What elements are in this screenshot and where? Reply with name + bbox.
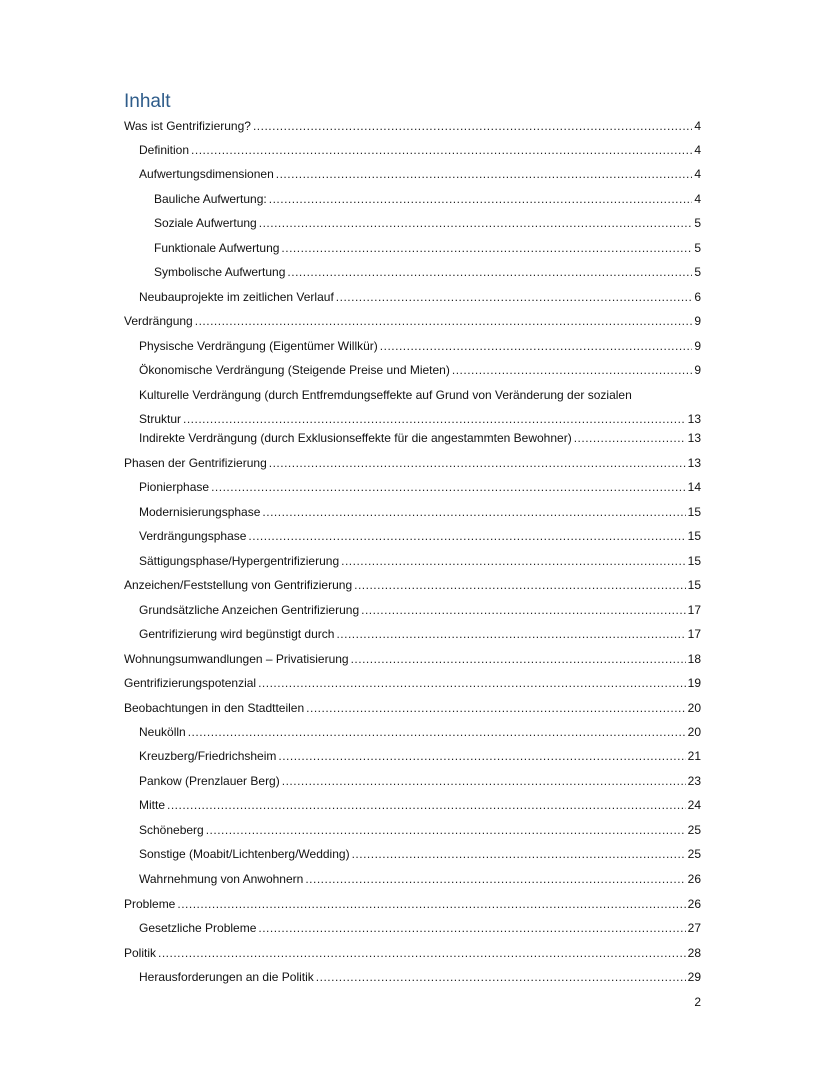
toc-entry[interactable] xyxy=(139,627,701,642)
toc-entry[interactable] xyxy=(139,970,701,985)
toc-entry-title: Neubauprojekte im zeitlichen Verlauf xyxy=(139,290,334,304)
dot-leader xyxy=(258,921,685,936)
toc-entry-title-continued: Struktur xyxy=(139,412,182,426)
toc-entry-page: 13 xyxy=(687,431,701,445)
toc-entry[interactable] xyxy=(139,529,701,544)
toc-entry-title: Wohnungsumwandlungen – Privatisierung xyxy=(124,652,349,666)
page-number: 2 xyxy=(694,995,701,1009)
toc-entry-page: 25 xyxy=(687,847,701,861)
toc-entry[interactable] xyxy=(139,290,701,305)
dot-leader xyxy=(262,505,685,520)
toc-entry-page: 24 xyxy=(687,798,701,812)
toc-entry-page: 5 xyxy=(694,265,701,279)
dot-leader xyxy=(195,314,693,329)
toc-entry-page: 18 xyxy=(687,652,701,666)
toc-entry[interactable] xyxy=(139,798,701,813)
toc-entry[interactable] xyxy=(139,872,701,887)
toc-entry[interactable] xyxy=(154,192,701,207)
toc-entry[interactable] xyxy=(154,265,701,280)
toc-entry-title: Politik xyxy=(124,946,157,960)
toc-entry[interactable] xyxy=(139,725,701,740)
dot-leader xyxy=(316,970,686,985)
toc-entry-page: 15 xyxy=(687,554,701,568)
toc-entry-title: Soziale Aufwertung xyxy=(154,216,257,230)
toc-entry-title: Gesetzliche Probleme xyxy=(139,921,257,935)
toc-entry-page: 14 xyxy=(687,480,701,494)
dot-leader xyxy=(188,725,686,740)
dot-leader xyxy=(276,167,693,182)
toc-entry-page: 19 xyxy=(687,676,701,690)
toc-entry-page: 28 xyxy=(687,946,701,960)
toc-entry-title: Mitte xyxy=(139,798,166,812)
toc-entry[interactable] xyxy=(124,946,701,961)
toc-entry[interactable] xyxy=(139,143,701,158)
toc-entry-page: 17 xyxy=(687,627,701,641)
toc-entry-title: Gentrifizierungspotenzial xyxy=(124,676,257,690)
dot-leader xyxy=(177,897,685,912)
toc-entry-title: Grundsätzliche Anzeichen Gentrifizierung xyxy=(139,603,360,617)
toc-entry[interactable] xyxy=(139,749,701,764)
toc-entry-title: Modernisierungsphase xyxy=(139,505,261,519)
toc-entry-title: Herausforderungen an die Politik xyxy=(139,970,314,984)
toc-entry-page: 26 xyxy=(687,897,701,911)
toc-entry-title: Pionierphase xyxy=(139,480,210,494)
toc-entry-page: 27 xyxy=(687,921,701,935)
toc-entry[interactable] xyxy=(124,119,701,134)
toc-entry[interactable] xyxy=(139,847,701,862)
toc-entry[interactable] xyxy=(154,241,701,256)
toc-entry-title: Definition xyxy=(139,143,190,157)
dot-leader xyxy=(269,192,693,207)
toc-entry[interactable] xyxy=(139,480,701,495)
toc-entry-page: 13 xyxy=(687,456,701,470)
toc-entry[interactable] xyxy=(124,456,701,471)
dot-leader xyxy=(336,290,693,305)
toc-entry[interactable] xyxy=(139,505,701,520)
dot-leader xyxy=(282,774,686,789)
toc-entry-title: Beobachtungen in den Stadtteilen xyxy=(124,701,305,715)
toc-entry-page: 15 xyxy=(687,505,701,519)
toc-entry-page: 4 xyxy=(694,167,701,181)
toc-entry-title: Was ist Gentrifizierung? xyxy=(124,119,251,133)
toc-entry-title: Kulturelle Verdrängung (durch Entfremdungseffekte auf Grund von Veränderung der sozialen xyxy=(139,388,632,402)
toc-entry[interactable] xyxy=(139,603,701,618)
toc-entry-page: 5 xyxy=(694,216,701,230)
dot-leader xyxy=(258,676,686,691)
toc-entry-title: Phasen der Gentrifizierung xyxy=(124,456,267,470)
dot-leader xyxy=(306,701,685,716)
dot-leader xyxy=(167,798,686,813)
toc-entry[interactable] xyxy=(154,216,701,231)
dot-leader xyxy=(305,872,685,887)
toc-entry-title: Verdrängungsphase xyxy=(139,529,247,543)
toc-entry-title: Kreuzberg/Friedrichsheim xyxy=(139,749,277,763)
dot-leader xyxy=(253,119,692,134)
toc-entry-page: 25 xyxy=(687,823,701,837)
toc-entry[interactable] xyxy=(139,388,701,427)
dot-leader xyxy=(351,652,686,667)
dot-leader xyxy=(211,480,686,495)
toc-entry-title: Wahrnehmung von Anwohnern xyxy=(139,872,304,886)
dot-leader xyxy=(183,412,686,427)
toc-entry-page: 21 xyxy=(687,749,701,763)
toc-entry-page: 5 xyxy=(694,241,701,255)
toc-entry[interactable] xyxy=(139,774,701,789)
dot-leader xyxy=(278,749,685,764)
toc-entry-title: Sättigungsphase/Hypergentrifizierung xyxy=(139,554,340,568)
dot-leader xyxy=(361,603,686,618)
dot-leader xyxy=(341,554,686,569)
dot-leader xyxy=(191,143,692,158)
toc-entry-page: 26 xyxy=(687,872,701,886)
toc-entry-title: Symbolische Aufwertung xyxy=(154,265,286,279)
dot-leader xyxy=(352,847,686,862)
dot-leader xyxy=(574,431,686,446)
toc-entry-title: Funktionale Aufwertung xyxy=(154,241,280,255)
toc-entry[interactable] xyxy=(139,363,701,378)
toc-entry-title: Bauliche Aufwertung: xyxy=(154,192,267,206)
dot-leader xyxy=(158,946,686,961)
toc-entry-title: Indirekte Verdrängung (durch Exklusionseffekte für die angestammten Bewohner) xyxy=(139,431,572,445)
toc-heading: Inhalt xyxy=(124,91,171,112)
toc-entry[interactable] xyxy=(139,431,701,446)
toc-entry-page: 9 xyxy=(694,363,701,377)
toc-entry-title: Sonstige (Moabit/Lichtenberg/Wedding) xyxy=(139,847,350,861)
toc-entry[interactable] xyxy=(139,339,701,354)
toc-entry-title: Gentrifizierung wird begünstigt durch xyxy=(139,627,335,641)
toc-entry[interactable] xyxy=(139,167,701,182)
toc-entry[interactable] xyxy=(139,823,701,838)
toc-entry[interactable] xyxy=(124,652,701,667)
toc-entry[interactable] xyxy=(124,897,701,912)
toc-entry[interactable] xyxy=(124,578,701,593)
dot-leader xyxy=(269,456,686,471)
toc-entry-page: 4 xyxy=(694,119,701,133)
toc-entry-page: 6 xyxy=(694,290,701,304)
toc-entry-title: Verdrängung xyxy=(124,314,193,328)
toc-entry-title: Schöneberg xyxy=(139,823,204,837)
toc-entry[interactable] xyxy=(124,676,701,691)
toc-entry-page: 15 xyxy=(687,529,701,543)
toc-entry-page: 20 xyxy=(687,701,701,715)
toc-entry-page: 13 xyxy=(687,412,701,426)
toc-entry-title: Probleme xyxy=(124,897,176,911)
dot-leader xyxy=(259,216,693,231)
toc-entry-page: 9 xyxy=(694,339,701,353)
toc-entry-title: Aufwertungsdimensionen xyxy=(139,167,274,181)
toc-entry-page: 9 xyxy=(694,314,701,328)
toc-entry[interactable] xyxy=(139,554,701,569)
toc-entry[interactable] xyxy=(124,701,701,716)
dot-leader xyxy=(206,823,686,838)
toc-entry-page: 15 xyxy=(687,578,701,592)
toc-entry-page: 4 xyxy=(694,192,701,206)
dot-leader xyxy=(452,363,692,378)
toc-entry-page: 17 xyxy=(687,603,701,617)
toc-entry-title: Physische Verdrängung (Eigentümer Willkür) xyxy=(139,339,378,353)
toc-entry-page: 23 xyxy=(687,774,701,788)
toc-entry-title: Pankow (Prenzlauer Berg) xyxy=(139,774,280,788)
toc-entry-page: 4 xyxy=(694,143,701,157)
toc-entry-title: Anzeichen/Feststellung von Gentrifizierung xyxy=(124,578,353,592)
toc-entry-title: Ökonomische Verdrängung (Steigende Preise und Mieten) xyxy=(139,363,450,377)
dot-leader xyxy=(380,339,693,354)
toc-entry-page: 29 xyxy=(687,970,701,984)
dot-leader xyxy=(248,529,685,544)
dot-leader xyxy=(336,627,685,642)
toc-entry[interactable] xyxy=(124,314,701,329)
dot-leader xyxy=(354,578,686,593)
toc-entry-page: 20 xyxy=(687,725,701,739)
dot-leader xyxy=(281,241,692,256)
toc-entry[interactable] xyxy=(139,921,701,936)
dot-leader xyxy=(287,265,692,280)
toc-entry-title: Neukölln xyxy=(139,725,186,739)
